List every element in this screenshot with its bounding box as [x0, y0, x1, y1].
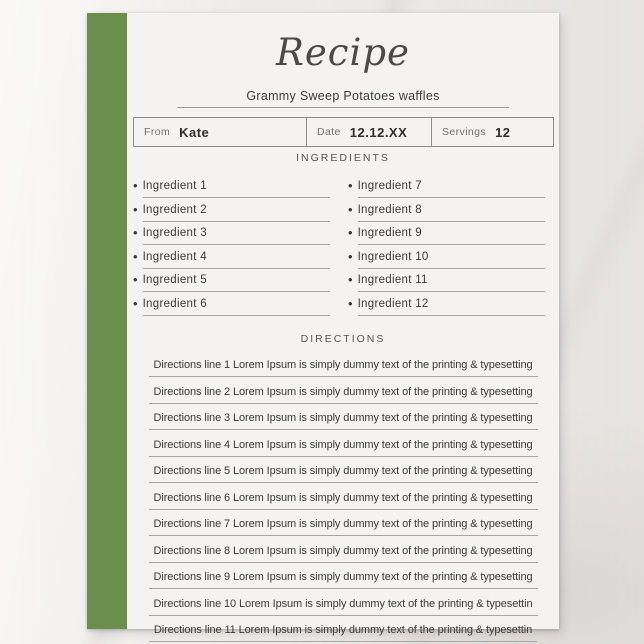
direction-line	[127, 461, 559, 483]
bullet-icon: •	[133, 201, 138, 217]
ingredient-item	[348, 273, 545, 292]
ingredient-label: Ingredient 6	[143, 297, 330, 316]
bullet-icon: •	[133, 295, 138, 311]
ingredient-item	[348, 226, 545, 245]
bullet-icon: •	[133, 178, 138, 193]
direction-text: Directions line 7 Lorem Ipsum is simply dummy text of the printing & typesetting	[149, 517, 538, 536]
bullet-icon: •	[348, 248, 353, 264]
bullet-icon: •	[133, 272, 138, 287]
bullet-icon: •	[348, 295, 353, 311]
servings-label: Servings	[442, 126, 487, 138]
directions-list	[127, 355, 559, 644]
date-cell	[306, 118, 431, 146]
direction-text: Directions line 10 Lorem Ipsum is simply dummy text of the printing & typesettin	[149, 597, 538, 616]
direction-text: Directions line 5 Lorem Ipsum is simply dummy text of the printing & typesetting	[149, 464, 538, 483]
ingredients-heading: INGREDIENTS	[296, 152, 390, 164]
recipe-content	[127, 13, 559, 636]
direction-text: Directions line 6 Lorem Ipsum is simply dummy text of the printing & typesetting	[149, 491, 538, 510]
direction-text: Directions line 4 Lorem Ipsum is simply dummy text of the printing & typesetting	[149, 438, 538, 457]
ingredients-column-right	[348, 179, 545, 320]
ingredient-item	[133, 203, 330, 222]
ingredient-item	[133, 273, 330, 292]
direction-text: Directions line 1 Lorem Ipsum is simply dummy text of the printing & typesetting	[149, 358, 538, 377]
directions-heading: DIRECTIONS	[300, 333, 386, 345]
direction-line	[127, 620, 559, 642]
bullet-icon: •	[348, 178, 353, 193]
ingredient-label: Ingredient 9	[358, 226, 545, 245]
ingredient-label: Ingredient 10	[358, 250, 545, 269]
direction-line	[127, 594, 559, 616]
ingredient-item	[133, 250, 330, 269]
from-cell	[134, 118, 306, 146]
servings-cell	[431, 118, 553, 146]
ingredient-label: Ingredient 7	[358, 179, 545, 198]
ingredients-grid	[133, 179, 545, 320]
green-stripe	[87, 13, 127, 629]
bullet-icon: •	[348, 272, 353, 287]
date-value: 12.12.XX	[349, 124, 408, 140]
direction-line	[127, 382, 559, 404]
direction-line	[127, 567, 559, 589]
direction-line	[127, 408, 559, 430]
ingredient-label: Ingredient 3	[143, 226, 330, 245]
info-box	[133, 117, 554, 147]
direction-text: Directions line 9 Lorem Ipsum is simply dummy text of the printing & typesetting	[149, 570, 538, 589]
recipe-title: Grammy Sweep Potatoes waffles	[177, 90, 509, 108]
ingredient-label: Ingredient 1	[143, 179, 330, 198]
bullet-icon: •	[133, 248, 138, 264]
ingredient-item	[133, 179, 330, 198]
ingredient-item	[348, 179, 545, 198]
direction-line	[127, 355, 559, 377]
direction-line	[127, 488, 559, 510]
ingredient-item	[133, 297, 330, 316]
direction-text: Directions line 2 Lorem Ipsum is simply dummy text of the printing & typesetting	[149, 385, 538, 404]
ingredient-item	[348, 297, 545, 316]
ingredients-column-left	[133, 179, 330, 320]
direction-line	[127, 541, 559, 563]
ingredient-label: Ingredient 12	[358, 297, 545, 316]
ingredient-label: Ingredient 4	[143, 250, 330, 269]
date-label: Date	[317, 126, 341, 138]
ingredient-label: Ingredient 11	[358, 273, 545, 292]
bullet-icon: •	[133, 225, 138, 240]
direction-line	[127, 435, 559, 457]
ingredient-label: Ingredient 8	[358, 203, 545, 222]
from-label: From	[144, 126, 171, 138]
direction-text: Directions line 11 Lorem Ipsum is simply dummy text of the printing & typesettin	[149, 623, 537, 642]
ingredient-item	[133, 226, 330, 245]
ingredient-label: Ingredient 5	[143, 273, 330, 292]
recipe-sheet	[87, 13, 559, 636]
from-value: Kate	[179, 124, 210, 140]
recipe-heading: Recipe	[276, 31, 410, 74]
servings-value: 12	[495, 124, 511, 140]
bullet-icon: •	[348, 225, 353, 240]
direction-line	[127, 514, 559, 536]
ingredient-item	[348, 250, 545, 269]
direction-text: Directions line 8 Lorem Ipsum is simply dummy text of the printing & typesetting	[149, 544, 538, 563]
direction-text: Directions line 3 Lorem Ipsum is simply dummy text of the printing & typesetting	[149, 411, 538, 430]
ingredient-item	[348, 203, 545, 222]
ingredient-label: Ingredient 2	[143, 203, 330, 222]
bullet-icon: •	[348, 201, 353, 217]
